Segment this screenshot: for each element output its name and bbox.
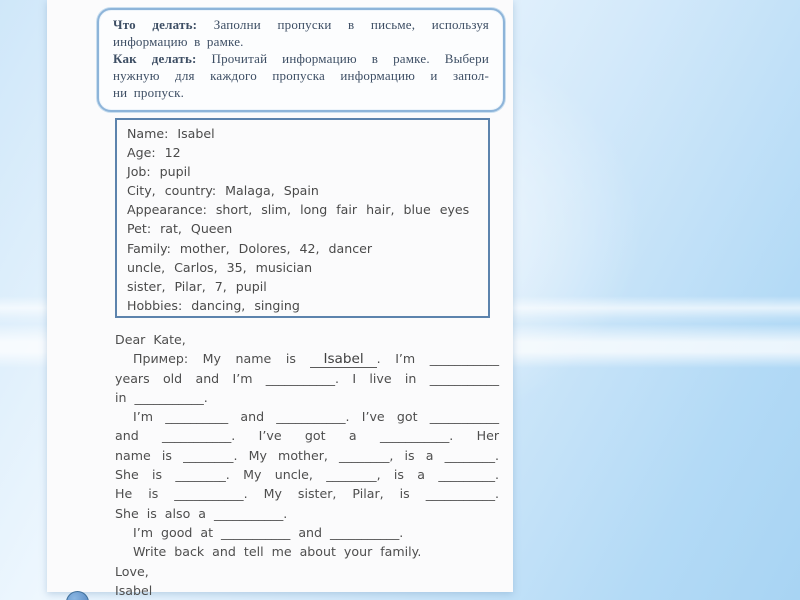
letter-line: Write back and tell me about your family.: [133, 544, 422, 560]
letter-line: He is ___________. My sister, Pilar, is ___________.: [115, 486, 499, 502]
instruction-label: Как делать:: [113, 50, 197, 66]
letter-line: years old and I’m ___________. I live in ___________: [115, 370, 499, 386]
letter-line: Dear Kate,: [115, 332, 186, 347]
info-line: Hobbies: dancing, singing: [127, 297, 300, 313]
info-line: uncle, Carlos, 35, musician: [127, 259, 313, 275]
info-line: Appearance: short, slim, long fair hair, blue eyes: [127, 202, 470, 218]
info-line: Family: mother, Dolores, 42, dancer: [127, 240, 373, 256]
info-line: Pet: rat, Queen: [127, 221, 233, 237]
info-line: sister, Pilar, 7, pupil: [127, 278, 267, 294]
letter-line: name is ________. My mother, ________, is a ________.: [115, 447, 499, 463]
worksheet-page: [47, 0, 513, 598]
info-line: City, country: Malaga, Spain: [127, 183, 319, 199]
letter-line: and ___________. I’ve got a ___________. Her: [115, 428, 499, 444]
instruction-box: [97, 8, 505, 112]
letter-line: I’m __________ and ___________. I’ve got ___________: [133, 409, 499, 425]
info-line: Age: 12: [127, 145, 181, 161]
letter-text: [115, 330, 499, 600]
letter-line: Love,: [115, 563, 149, 579]
letter-line: She is ________. My uncle, ________, is a _________.: [115, 467, 499, 483]
letter-line: She is also a ___________.: [115, 505, 288, 521]
instruction-label: Что делать:: [113, 17, 198, 32]
bullet-circle-decoration: [66, 591, 89, 600]
example-filled-blank: Isabel: [310, 352, 376, 368]
instruction-line: Что делать: Заполни пропуски в письме, используя: [113, 17, 489, 32]
letter-line: Пример: My name is Isabel . I’m ___________: [133, 351, 499, 368]
instruction-line: Как делать: Прочитай информацию в рамке. Выбери: [113, 50, 489, 66]
instruction-line: ни пропуск.: [113, 84, 185, 100]
info-line: Name: Isabel: [127, 126, 215, 141]
instruction-line: нужную для каждого пропуска информацию и запол-: [113, 67, 489, 83]
info-box: [115, 118, 490, 318]
info-line: Job: pupil: [127, 164, 191, 180]
instruction-line: информацию в рамке.: [113, 33, 244, 49]
letter-line: Isabel: [115, 582, 153, 598]
letter-line: I’m good at ___________ and ___________.: [133, 524, 404, 540]
letter-line: in ___________.: [115, 389, 208, 405]
